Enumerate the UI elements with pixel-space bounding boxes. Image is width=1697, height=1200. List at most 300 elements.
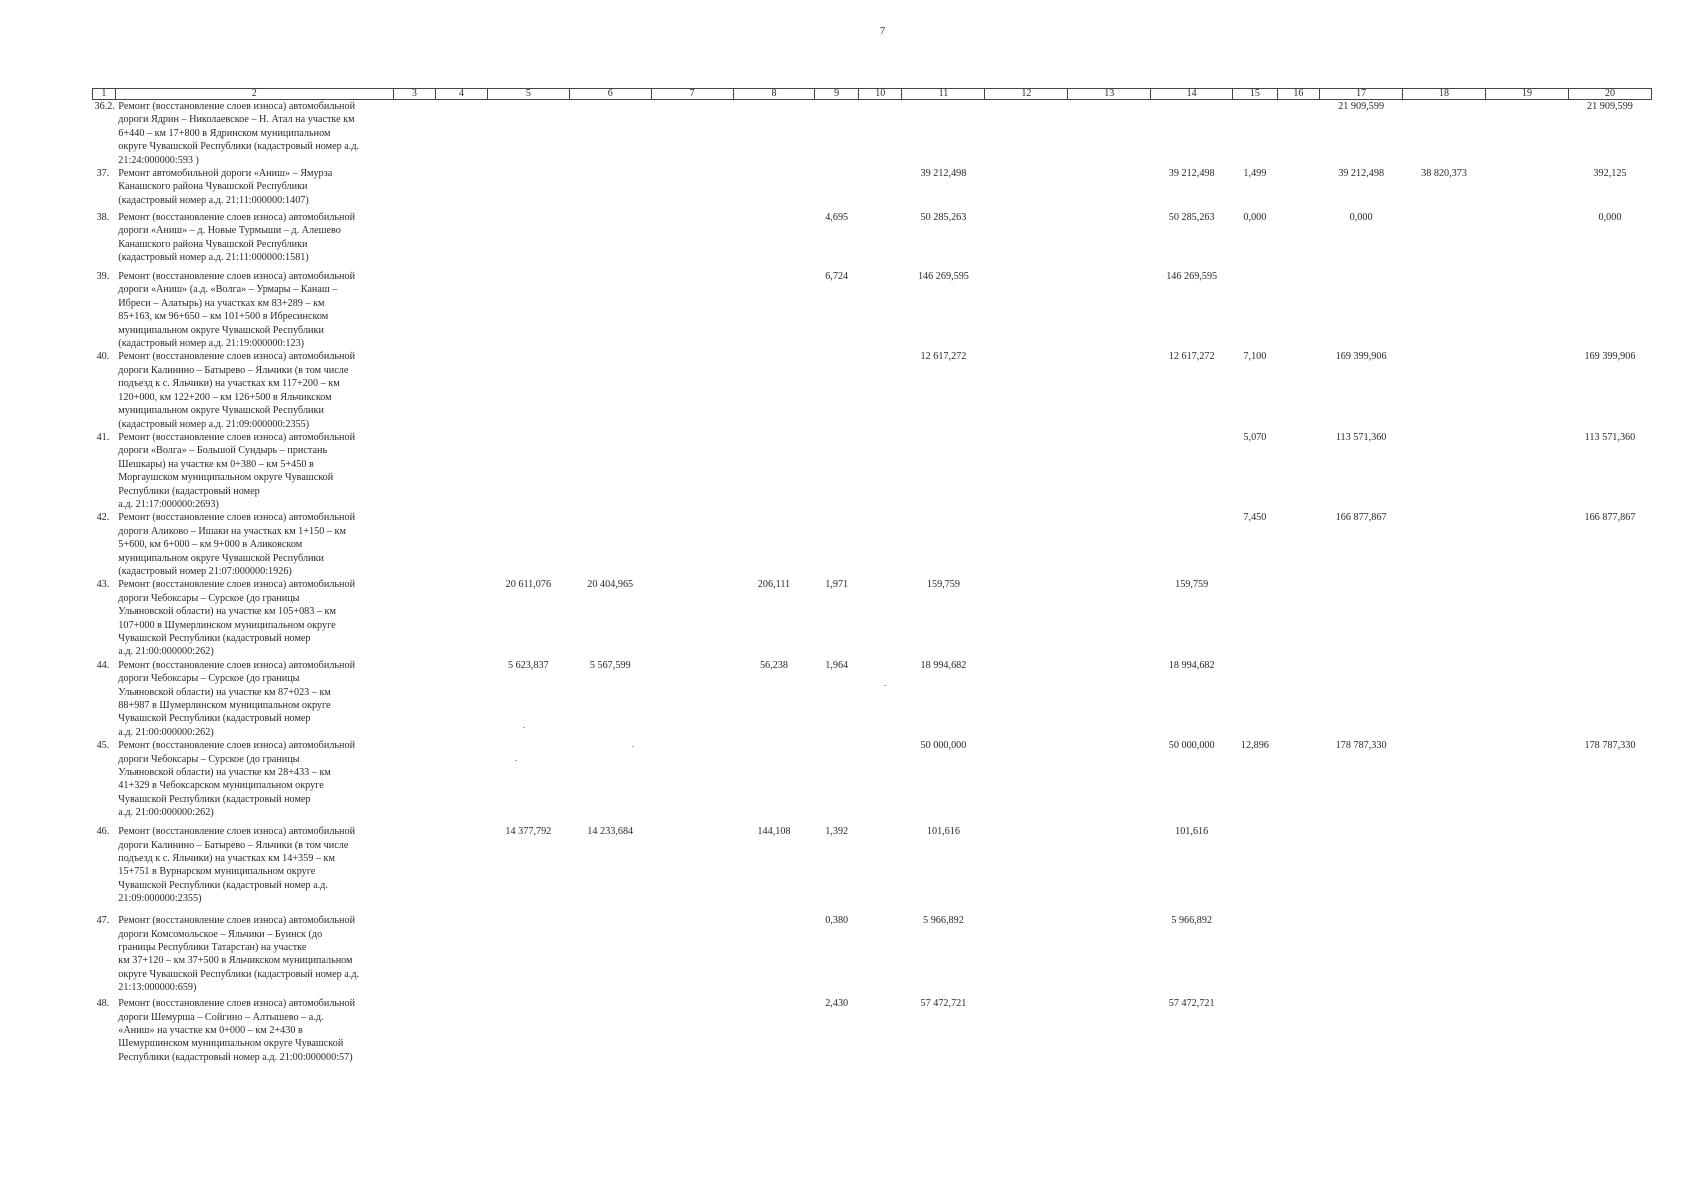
column-header-19: 19: [1486, 89, 1569, 100]
description-line: Ремонт (восстановление слоев износа) автомобильной: [118, 101, 356, 112]
description-line: округе Чувашской Республики (кадастровый номер а.д.: [118, 968, 360, 980]
cell-col-16: [1277, 739, 1319, 825]
table-row: [93, 659, 1652, 739]
cell-col-9: 0,380: [825, 915, 849, 927]
cell-col-12: [985, 825, 1068, 914]
cell-col-11: 101,616: [926, 826, 960, 838]
cell-col-14: [1151, 100, 1233, 168]
cell-col-8: [733, 997, 815, 1067]
cell-col-6: [569, 997, 651, 1067]
description-line: дороги Чебоксары – Сурское (до границы: [118, 673, 300, 685]
cell-col-10: [858, 167, 902, 211]
cell-col-5: [487, 350, 569, 430]
cell-col-12: [985, 511, 1068, 578]
row-description: [115, 739, 393, 825]
cell-col-14: 159,759: [1175, 579, 1209, 591]
cell-col-16: [1277, 511, 1319, 578]
cell-col-15: [1233, 270, 1278, 350]
cell-col-14: 18 994,682: [1168, 659, 1215, 671]
row-number: 48.: [96, 998, 110, 1010]
row-description: [115, 578, 393, 658]
cell-col-3: [393, 431, 435, 511]
table-row: [93, 914, 1652, 997]
table-row: [93, 825, 1652, 914]
row-description: [115, 211, 393, 270]
cell-col-13: [1068, 825, 1151, 914]
cell-col-10: [858, 100, 902, 168]
cell-col-20: [1568, 270, 1651, 350]
cell-col-11: [902, 431, 985, 511]
scan-speck: [632, 746, 634, 747]
cell-col-17: 113 571,360: [1335, 431, 1387, 443]
cell-col-7: [651, 211, 733, 270]
cell-col-20: [1568, 578, 1651, 658]
cell-col-4: [436, 511, 488, 578]
description-line: Чувашской Республики (кадастровый номер: [118, 633, 311, 644]
cell-col-15: [1233, 578, 1278, 658]
cell-col-3: [393, 511, 435, 578]
cell-col-18: [1403, 997, 1486, 1067]
cell-col-4: [436, 825, 488, 914]
description-line: Чувашской Республики (кадастровый номер а.д.: [118, 879, 328, 891]
cell-col-18: [1403, 914, 1486, 997]
cell-col-20: [1568, 659, 1651, 739]
cell-col-13: [1068, 578, 1151, 658]
cell-col-9: [815, 100, 859, 168]
description-line: Ремонт (восстановление слоев износа) автомобильной: [118, 579, 356, 591]
description-line: границы Республики Татарстан) на участке: [118, 942, 307, 954]
cell-col-4: [436, 211, 488, 270]
cell-col-13: [1068, 511, 1151, 578]
cell-col-14: 146 269,595: [1166, 271, 1218, 283]
description-line: дороги Комсомольское – Яльчики – Буинск (до: [118, 928, 323, 940]
cell-col-4: [436, 350, 488, 430]
description-line: (кадастровый номер а.д. 21:19:000000:123): [118, 338, 305, 350]
cell-col-7: [651, 100, 733, 168]
cell-col-4: [436, 167, 488, 211]
description-line: Ремонт (восстановление слоев износа) автомобильной: [118, 512, 356, 524]
cell-col-11: [902, 511, 985, 578]
cell-col-20: 392,125: [1593, 168, 1627, 180]
column-header-5: 5: [487, 89, 569, 100]
cell-col-13: [1068, 270, 1151, 350]
description-line: Ремонт (восстановление слоев износа) автомобильной: [118, 431, 356, 443]
cell-col-16: [1277, 211, 1319, 270]
cell-col-10: [858, 997, 902, 1067]
cell-col-9: [815, 350, 859, 430]
cell-col-16: [1277, 578, 1319, 658]
cell-col-16: [1277, 431, 1319, 511]
description-line: (кадастровый номер 21:07:000000:1926): [118, 565, 292, 577]
cell-col-7: [651, 350, 733, 430]
cell-col-3: [393, 739, 435, 825]
description-line: Чувашской Республики (кадастровый номер: [118, 713, 311, 725]
cell-col-12: [985, 578, 1068, 658]
cell-col-9: 4,695: [825, 212, 849, 224]
description-line: подъезд к с. Яльчики) на участках км 14+359 – км: [118, 853, 335, 865]
column-header-3: 3: [393, 89, 435, 100]
cell-col-12: [985, 997, 1068, 1067]
cell-col-7: [651, 167, 733, 211]
cell-col-16: [1277, 825, 1319, 914]
cell-col-13: [1068, 659, 1151, 739]
description-line: Ремонт (восстановление слоев износа) автомобильной: [118, 351, 356, 363]
cell-col-4: [436, 270, 488, 350]
cell-col-6: 20 404,965: [587, 579, 634, 591]
description-line: Ульяновской области) на участке км 87+023 – км: [118, 686, 331, 698]
description-line: 88+987 в Шумерлинском муниципальном округе: [118, 700, 331, 712]
cell-col-19: [1486, 914, 1569, 997]
description-line: дороги Калинино – Батырево – Яльчики (в том числе: [118, 364, 349, 376]
cell-col-13: [1068, 739, 1151, 825]
cell-col-4: [436, 997, 488, 1067]
cell-col-5: 5 623,837: [507, 659, 549, 671]
cell-col-4: [436, 914, 488, 997]
cell-col-15: 0,000: [1243, 212, 1267, 224]
cell-col-6: [569, 739, 651, 825]
cell-col-14: 12 617,272: [1168, 351, 1215, 363]
cell-col-5: [487, 914, 569, 997]
column-header-16: 16: [1277, 89, 1319, 100]
row-number: 44.: [96, 659, 110, 671]
cell-col-17: 178 787,330: [1335, 740, 1387, 752]
description-line: Канашского района Чувашской Республики: [118, 238, 308, 250]
cell-col-10: [858, 578, 902, 658]
description-line: Шемуршинском муниципальном округе Чувашской: [118, 1038, 344, 1050]
cell-col-16: [1277, 167, 1319, 211]
cell-col-10: [858, 739, 902, 825]
cell-col-18: 38 820,373: [1421, 168, 1467, 180]
cell-col-20: 169 399,906: [1584, 351, 1636, 363]
cell-col-8: 144,108: [757, 826, 791, 838]
cell-col-19: [1486, 659, 1569, 739]
cell-col-11: 57 472,721: [920, 998, 967, 1010]
description-line: Шешкары) на участке км 0+380 – км 5+450 в: [118, 458, 314, 470]
cell-col-11: 39 212,498: [920, 168, 967, 180]
description-line: муниципальном округе Чувашской Республики: [118, 405, 324, 417]
description-line: Ремонт (восстановление слоев износа) автомобильной: [118, 271, 356, 283]
cell-col-12: [985, 739, 1068, 825]
cell-col-14: 50 285,263: [1168, 212, 1215, 224]
cell-col-4: [436, 739, 488, 825]
cell-col-5: [487, 511, 569, 578]
cell-col-19: [1486, 211, 1569, 270]
cell-col-6: [569, 211, 651, 270]
cell-col-18: [1403, 211, 1486, 270]
cell-col-13: [1068, 350, 1151, 430]
cell-col-5: [487, 997, 569, 1067]
row-description: [115, 997, 393, 1067]
cell-col-12: [985, 270, 1068, 350]
description-line: Чувашской Республики (кадастровый номер: [118, 793, 311, 805]
cell-col-5: [487, 100, 569, 168]
cell-col-3: [393, 914, 435, 997]
column-header-17: 17: [1320, 89, 1403, 100]
description-line: (кадастровый номер а.д. 21:11:000000:1581): [118, 252, 309, 264]
column-header-15: 15: [1233, 89, 1278, 100]
description-line: Республики (кадастровый номер а.д. 21:00:000000:57): [118, 1051, 353, 1063]
cell-col-12: [985, 167, 1068, 211]
description-line: 107+000 в Шумерлинском муниципальном округе: [118, 619, 336, 631]
row-description: [115, 100, 393, 168]
road-repair-table: [92, 88, 1652, 1067]
description-line: а.д. 21:17:000000:2693): [118, 498, 219, 510]
cell-col-7: [651, 997, 733, 1067]
cell-col-20: [1568, 825, 1651, 914]
cell-col-4: [436, 431, 488, 511]
description-line: дороги Чебоксары – Сурское (до границы: [118, 592, 300, 604]
row-description: [115, 511, 393, 578]
cell-col-3: [393, 825, 435, 914]
cell-col-8: [733, 270, 815, 350]
cell-col-14: 39 212,498: [1168, 168, 1215, 180]
description-line: км 37+120 – км 37+500 в Яльчикском муниципальном: [118, 955, 353, 967]
column-header-2: 2: [115, 89, 393, 100]
column-header-1: 1: [93, 89, 116, 100]
cell-col-11: 18 994,682: [920, 659, 967, 671]
cell-col-3: [393, 659, 435, 739]
cell-col-13: [1068, 431, 1151, 511]
cell-col-16: [1277, 914, 1319, 997]
table-row: [93, 350, 1652, 430]
row-number: 38.: [96, 212, 110, 224]
cell-col-6: [569, 511, 651, 578]
cell-col-4: [436, 578, 488, 658]
cell-col-7: [651, 270, 733, 350]
cell-col-7: [651, 914, 733, 997]
cell-col-20: [1568, 997, 1651, 1067]
cell-col-9: 1,971: [825, 579, 849, 591]
cell-col-3: [393, 350, 435, 430]
cell-col-19: [1486, 350, 1569, 430]
cell-col-6: [569, 100, 651, 168]
cell-col-8: [733, 167, 815, 211]
description-line: 120+000, км 122+200 – км 126+500 в Яльчикском: [118, 391, 332, 403]
row-number: 41.: [96, 431, 110, 443]
cell-col-11: 12 617,272: [920, 351, 967, 363]
description-line: Ульяновской области) на участке км 105+083 – км: [118, 606, 336, 618]
column-header-7: 7: [651, 89, 733, 100]
cell-col-7: [651, 511, 733, 578]
cell-col-8: 56,238: [759, 659, 788, 671]
cell-col-19: [1486, 100, 1569, 168]
cell-col-18: [1403, 100, 1486, 168]
cell-col-5: 14 377,792: [505, 826, 552, 838]
cell-col-7: [651, 659, 733, 739]
cell-col-18: [1403, 270, 1486, 350]
cell-col-8: 206,111: [757, 579, 791, 591]
cell-col-17: [1320, 825, 1403, 914]
cell-col-6: [569, 350, 651, 430]
description-line: Ремонт (восстановление слоев износа) автомобильной: [118, 826, 356, 838]
cell-col-18: [1403, 825, 1486, 914]
description-line: дороги «Аниш» (а.д. «Волга» – Урмары – Канаш –: [118, 284, 338, 296]
row-number: 36.2.: [94, 101, 115, 112]
cell-col-15: 7,100: [1243, 351, 1267, 363]
scan-speck: [523, 727, 525, 728]
cell-col-19: [1486, 167, 1569, 211]
column-number-header: [93, 89, 1652, 100]
description-line: Ремонт (восстановление слоев износа) автомобильной: [118, 212, 356, 224]
row-number: 45.: [96, 740, 110, 752]
cell-col-13: [1068, 211, 1151, 270]
scan-speck: [884, 685, 886, 686]
column-header-9: 9: [815, 89, 859, 100]
cell-col-10: [858, 350, 902, 430]
cell-col-5: [487, 739, 569, 825]
description-line: дороги Калинино – Батырево – Яльчики (в том числе: [118, 839, 349, 851]
description-line: дороги «Аниш» – д. Новые Турмыши – д. Алешево: [118, 225, 341, 237]
cell-col-9: [815, 739, 859, 825]
column-header-6: 6: [569, 89, 651, 100]
description-line: Ульяновской области) на участке км 28+433 – км: [118, 767, 331, 779]
description-line: Республики (кадастровый номер: [118, 485, 260, 497]
cell-col-18: [1403, 739, 1486, 825]
cell-col-15: [1233, 100, 1278, 168]
description-line: дороги Аликово – Ишаки на участках км 1+150 – км: [118, 525, 346, 537]
cell-col-9: 2,430: [825, 998, 849, 1010]
cell-col-15: 7,450: [1243, 512, 1267, 524]
description-line: 15+751 в Вурнарском муниципальном округе: [118, 866, 316, 878]
cell-col-17: [1320, 997, 1403, 1067]
row-number: 47.: [96, 915, 110, 927]
cell-col-10: [858, 270, 902, 350]
cell-col-13: [1068, 100, 1151, 168]
row-number: 40.: [96, 351, 110, 363]
cell-col-4: [436, 659, 488, 739]
description-line: Канашского района Чувашской Республики: [118, 181, 308, 193]
cell-col-6: [569, 270, 651, 350]
cell-col-19: [1486, 825, 1569, 914]
row-number: 39.: [96, 271, 110, 283]
cell-col-14: 57 472,721: [1168, 998, 1215, 1010]
cell-col-11: 146 269,595: [917, 271, 969, 283]
cell-col-10: [858, 211, 902, 270]
cell-col-8: [733, 350, 815, 430]
cell-col-11: [902, 100, 985, 168]
description-line: дороги Чебоксары – Сурское (до границы: [118, 753, 300, 765]
cell-col-3: [393, 997, 435, 1067]
description-line: округе Чувашской Республики (кадастровый номер а.д.: [118, 141, 360, 153]
cell-col-3: [393, 270, 435, 350]
description-line: (кадастровый номер а.д. 21:09:000000:2355): [118, 418, 310, 430]
cell-col-6: 14 233,684: [587, 826, 634, 838]
cell-col-13: [1068, 914, 1151, 997]
description-line: 21:13:000000:659): [118, 982, 197, 994]
description-line: 6+440 – км 17+800 в Ядринском муниципальном: [118, 127, 331, 139]
cell-col-6: [569, 914, 651, 997]
cell-col-13: [1068, 167, 1151, 211]
cell-col-14: 101,616: [1175, 826, 1209, 838]
description-line: Ремонт (восстановление слоев износа) автомобильной: [118, 740, 356, 752]
cell-col-9: [815, 167, 859, 211]
cell-col-20: 0,000: [1598, 212, 1622, 224]
description-line: Ремонт автомобильной дороги «Аниш» – Ямурза: [118, 168, 333, 180]
cell-col-14: 50 000,000: [1168, 740, 1215, 752]
column-header-13: 13: [1068, 89, 1151, 100]
cell-col-20: 113 571,360: [1584, 431, 1636, 443]
cell-col-8: [733, 431, 815, 511]
description-line: 21:24:000000:593 ): [118, 154, 199, 166]
cell-col-5: [487, 211, 569, 270]
cell-col-12: [985, 100, 1068, 168]
table-row: [93, 100, 1652, 168]
description-line: подъезд к с. Яльчики) на участках км 117+200 – км: [118, 378, 340, 390]
row-description: [115, 350, 393, 430]
column-header-11: 11: [902, 89, 985, 100]
cell-col-20: 21 909,599: [1587, 101, 1633, 112]
column-header-10: 10: [858, 89, 902, 100]
cell-col-3: [393, 211, 435, 270]
cell-col-20: 178 787,330: [1584, 740, 1636, 752]
table-row: [93, 211, 1652, 270]
cell-col-14: [1151, 511, 1233, 578]
cell-col-6: [569, 431, 651, 511]
row-description: [115, 825, 393, 914]
page-number: 7: [879, 25, 886, 37]
cell-col-14: 5 966,892: [1171, 915, 1213, 927]
cell-col-15: [1233, 659, 1278, 739]
description-line: муниципальном округе Чувашской Республики: [118, 552, 324, 564]
cell-col-10: [858, 914, 902, 997]
cell-col-7: [651, 739, 733, 825]
cell-col-17: [1320, 270, 1403, 350]
cell-col-5: 20 611,076: [505, 579, 552, 591]
description-line: Ибреси – Алатырь) на участках км 83+289 – км: [118, 297, 325, 309]
description-line: муниципальном округе Чувашской Республики: [118, 324, 324, 336]
cell-col-4: [436, 100, 488, 168]
description-line: 41+329 в Чебоксарском муниципальном округе: [118, 780, 324, 792]
cell-col-16: [1277, 100, 1319, 168]
cell-col-17: 169 399,906: [1335, 351, 1387, 363]
cell-col-5: [487, 431, 569, 511]
cell-col-15: 5,070: [1243, 431, 1267, 443]
table-row: [93, 270, 1652, 350]
description-line: Ремонт (восстановление слоев износа) автомобильной: [118, 998, 356, 1010]
table-row: [93, 167, 1652, 211]
row-number: 46.: [96, 826, 110, 838]
cell-col-5: [487, 270, 569, 350]
table-row: [93, 511, 1652, 578]
cell-col-9: [815, 511, 859, 578]
cell-col-11: 159,759: [926, 579, 960, 591]
cell-col-7: [651, 825, 733, 914]
cell-col-10: [858, 431, 902, 511]
cell-col-17: 166 877,867: [1335, 512, 1387, 524]
cell-col-19: [1486, 511, 1569, 578]
cell-col-16: [1277, 270, 1319, 350]
description-line: (кадастровый номер а.д. 21:11:000000:1407): [118, 194, 309, 206]
table-row: [93, 739, 1652, 825]
cell-col-11: 50 000,000: [920, 740, 967, 752]
column-header-8: 8: [733, 89, 815, 100]
cell-col-19: [1486, 270, 1569, 350]
cell-col-8: [733, 511, 815, 578]
description-line: Ремонт (восстановление слоев износа) автомобильной: [118, 915, 356, 927]
column-header-20: 20: [1568, 89, 1651, 100]
cell-col-16: [1277, 997, 1319, 1067]
cell-col-20: [1568, 914, 1651, 997]
cell-col-9: 1,964: [825, 659, 849, 671]
cell-col-18: [1403, 511, 1486, 578]
description-line: 85+163, км 96+650 – км 101+500 в Ибресинском: [118, 311, 329, 323]
row-description: [115, 914, 393, 997]
cell-col-18: [1403, 431, 1486, 511]
column-header-14: 14: [1151, 89, 1233, 100]
description-line: «Аниш» на участке км 0+000 – км 2+430 в: [118, 1025, 303, 1037]
description-line: Ремонт (восстановление слоев износа) автомобильной: [118, 659, 356, 671]
cell-col-19: [1486, 578, 1569, 658]
